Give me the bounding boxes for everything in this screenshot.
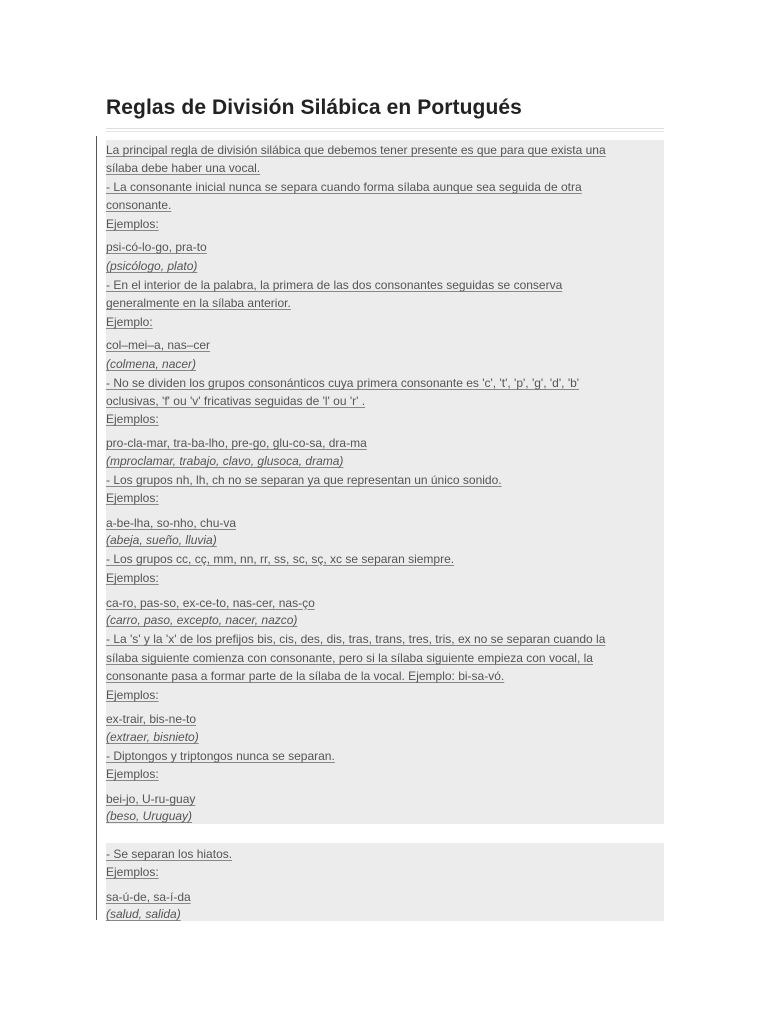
rule-line: - No se dividen los grupos consonánticos cuya primera consonante es 'c', 't', 'p', 'g', 'd', 'b' xyxy=(106,376,580,390)
content-block-secondary xyxy=(106,843,664,921)
page-title: Reglas de División Silábica en Portugués xyxy=(106,96,522,119)
example-translation: (salud, salida) xyxy=(106,907,181,921)
example-translation: (extraer, bisnieto) xyxy=(106,730,199,744)
example-syllables: col–mei–a, nas–cer xyxy=(106,338,211,352)
rule-line: - Diptongos y triptongos nunca se separan. xyxy=(106,749,335,763)
examples-label: Ejemplos: xyxy=(106,865,159,879)
examples-label: Ejemplo: xyxy=(106,315,153,329)
examples-label: Ejemplos: xyxy=(106,571,159,585)
rule-line: - Se separan los hiatos. xyxy=(106,847,233,861)
rule-line: - La consonante inicial nunca se separa cuando forma sílaba aunque sea seguida de otra xyxy=(106,180,582,194)
examples-label: Ejemplos: xyxy=(106,217,159,231)
example-syllables: pro-cla-mar, tra-ba-lho, pre-go, glu-co-sa, dra-ma xyxy=(106,436,367,450)
rule-line: - Los grupos nh, lh, ch no se separan ya que representan un único sonido. xyxy=(106,473,502,487)
content-block-main xyxy=(106,140,664,824)
example-syllables: a-be-lha, so-nho, chu-va xyxy=(106,516,237,530)
body-line: generalmente en la sílaba anterior. xyxy=(106,296,291,310)
title-divider xyxy=(106,128,664,129)
rule-line: - La 's' y la 'x' de los prefijos bis, cis, des, dis, tras, trans, tres, tris, ex no se separan cuando la xyxy=(106,632,606,646)
examples-label: Ejemplos: xyxy=(106,412,159,426)
body-line: sílaba siguiente comienza con consonante, pero si la sílaba siguiente empieza con vocal, la xyxy=(106,651,593,665)
example-syllables: ca-ro, pas-so, ex-ce-to, nas-cer, nas-ço xyxy=(106,596,315,610)
examples-label: Ejemplos: xyxy=(106,491,159,505)
example-translation: (beso, Uruguay) xyxy=(106,809,193,823)
example-translation: (carro, paso, excepto, nacer, nazco) xyxy=(106,613,298,627)
body-line: La principal regla de división silábica que debemos tener presente es que para que exista una xyxy=(106,143,606,157)
example-translation: (mproclamar, trabajo, clavo, glusoca, drama) xyxy=(106,454,344,468)
body-line: consonante pasa a formar parte de la sílaba de la vocal. Ejemplo: bi-sa-vó. xyxy=(106,669,505,683)
example-syllables: sa-ú-de, sa-í-da xyxy=(106,890,191,904)
example-syllables: psi-có-lo-go, pra-to xyxy=(106,240,207,254)
example-syllables: bei-jo, U-ru-guay xyxy=(106,792,196,806)
body-line: consonante. xyxy=(106,198,172,212)
rule-line: - Los grupos cc, cç, mm, nn, rr, ss, sc, sç, xc se separan siempre. xyxy=(106,552,455,566)
quote-bar xyxy=(96,136,97,920)
body-line: sílaba debe haber una vocal. xyxy=(106,161,261,175)
body-line: oclusivas, 'f' ou 'v' fricativas seguidas de 'l' ou 'r' . xyxy=(106,394,366,408)
example-syllables: ex-trair, bis-ne-to xyxy=(106,712,197,726)
rule-line: - En el interior de la palabra, la primera de las dos consonantes seguidas se conserva xyxy=(106,278,563,292)
examples-label: Ejemplos: xyxy=(106,688,159,702)
title-divider-secondary xyxy=(106,131,664,132)
example-translation: (abeja, sueño, lluvia) xyxy=(106,533,217,547)
example-translation: (colmena, nacer) xyxy=(106,357,197,371)
example-translation: (psicólogo, plato) xyxy=(106,259,198,273)
examples-label: Ejemplos: xyxy=(106,767,159,781)
